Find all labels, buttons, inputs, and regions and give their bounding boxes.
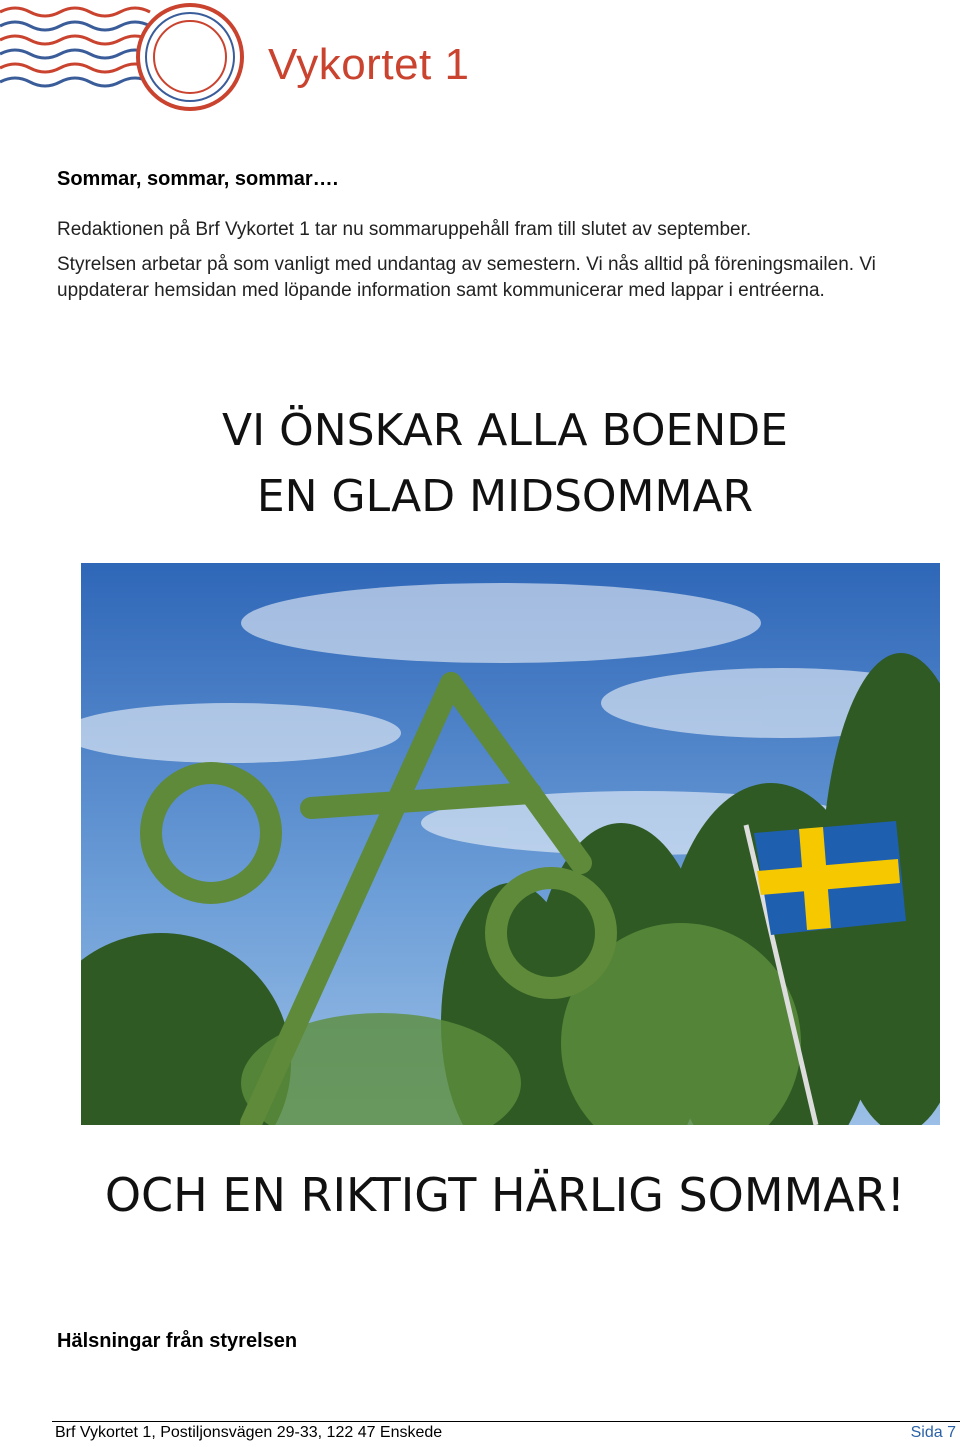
midsummer-photo (81, 563, 940, 1125)
logo-text: Vykortet 1 (268, 40, 470, 89)
article-heading: Sommar, sommar, sommar…. (57, 168, 339, 190)
swedish-flag-icon (754, 821, 906, 935)
greeting-line: VI ÖNSKAR ALLA BOENDE (222, 405, 788, 456)
postmark-stamp-icon (0, 0, 270, 120)
maypole-image (81, 563, 940, 1125)
logo (0, 0, 520, 120)
footer-divider (52, 1421, 960, 1422)
summer-greeting: OCH EN RIKTIGT HÄRLIG SOMMAR! (104, 1168, 906, 1222)
paragraph: Redaktionen på Brf Vykortet 1 tar nu sommaruppehåll fram till slutet av september. (57, 219, 752, 240)
signature: Hälsningar från styrelsen (57, 1330, 298, 1352)
page-number: Sida 7 (910, 1424, 956, 1441)
article-body (57, 217, 957, 304)
footer-address: Brf Vykortet 1, Postiljonsvägen 29-33, 122 47 Enskede (55, 1424, 443, 1441)
midsummer-greeting (25, 398, 960, 530)
greeting-line: EN GLAD MIDSOMMAR (256, 471, 754, 522)
paragraph: Styrelsen arbetar på som vanligt med undantag av semestern. Vi nås alltid på föreningsmailen. Vi uppdaterar hemsidan med löpande information samt kommunicerar med lappar i entréerna. (57, 254, 876, 301)
